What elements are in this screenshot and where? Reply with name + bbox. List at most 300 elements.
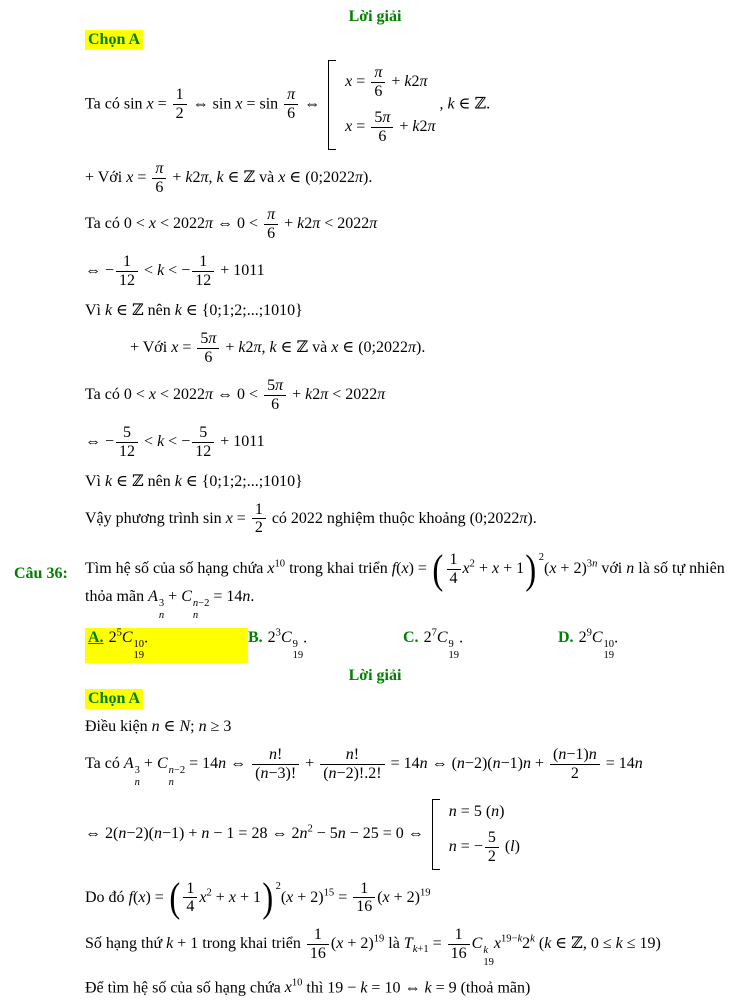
math-text: !: [277, 746, 283, 764]
math-text: −1): [500, 755, 523, 773]
math-text: Vì: [85, 302, 105, 320]
script-stack: [293, 639, 304, 663]
math-text: +: [211, 888, 229, 906]
math-variable: π: [407, 339, 416, 357]
math-text: 16: [450, 945, 467, 963]
math-text: 1: [449, 551, 458, 569]
math-text: +: [301, 755, 319, 773]
math-text: (: [133, 888, 139, 906]
math-text: Số hạng thứ: [85, 935, 167, 953]
math-text: ⇔ 2(: [85, 824, 119, 842]
math-text: 2: [192, 168, 201, 186]
math-text: 2: [538, 552, 544, 564]
math-variable: n: [118, 824, 127, 842]
subscript: [159, 610, 164, 622]
cases-rows: [449, 799, 520, 870]
math-text: (: [396, 560, 402, 578]
math-text: 2: [522, 935, 531, 953]
scripted-term: [403, 935, 429, 956]
math-variable: x: [286, 888, 294, 906]
cases-row: [345, 64, 427, 101]
fraction-numerator: [116, 253, 138, 271]
math-text: 19: [448, 650, 460, 662]
math-variable: x: [336, 935, 344, 953]
math-text: 19−: [500, 934, 518, 946]
math-text: 3: [586, 559, 593, 571]
math-text: 1: [313, 926, 322, 944]
math-text: 16: [356, 898, 373, 916]
math-variable: π: [312, 215, 321, 233]
math-text: 2: [469, 559, 475, 571]
cases-system: [432, 799, 520, 870]
superscript: [193, 598, 210, 610]
math-text: 6: [204, 348, 213, 366]
math-variable: k: [105, 302, 113, 320]
math-text: + 2): [389, 888, 421, 906]
math-text: = 14: [209, 588, 243, 606]
math-text: ≥ 3: [206, 718, 232, 736]
math-text: +: [288, 385, 306, 403]
math-text: < 2022: [320, 215, 370, 233]
fraction-numerator: [284, 86, 298, 104]
math-variable: n: [328, 765, 337, 783]
fraction-denominator: [550, 764, 600, 783]
math-text: ).: [416, 339, 426, 357]
math-variable: N: [179, 718, 191, 736]
math-variable: x: [267, 560, 275, 578]
math-text: !: [353, 746, 360, 764]
math-variable: k: [412, 117, 420, 135]
fraction-denominator: [252, 764, 299, 783]
math-line: [0, 60, 750, 150]
math-text: = 14: [185, 755, 219, 773]
math-text: 2: [254, 519, 263, 537]
fraction-denominator: [447, 569, 461, 588]
math-variable: x: [491, 560, 500, 578]
math-variable: n: [158, 609, 165, 621]
math-variable: x: [171, 339, 179, 357]
fraction: [116, 424, 138, 461]
script-base: [268, 629, 276, 646]
math-text: .: [250, 588, 255, 606]
math-text: −2)!.2!: [336, 765, 382, 783]
fraction-numerator: [320, 746, 384, 764]
math-text: 1: [199, 253, 208, 271]
math-text: 10: [274, 559, 286, 571]
math-text: 19: [292, 650, 304, 662]
scripted-term: [267, 560, 285, 577]
script-stack: [134, 639, 145, 663]
math-text: 3: [134, 765, 140, 777]
superscript: [604, 639, 615, 651]
math-variable: n: [168, 776, 174, 788]
math-variable: π: [369, 215, 378, 233]
math-text: =: [352, 117, 370, 135]
math-text: ): [514, 837, 520, 855]
script-base: [494, 935, 501, 952]
script-base: [437, 629, 448, 646]
script-base: [472, 935, 483, 952]
math-text: ∈ ℤ và: [223, 168, 279, 186]
math-variable: π: [275, 376, 284, 394]
scripted-term: [591, 628, 615, 662]
math-text: (: [377, 888, 383, 906]
fraction: [252, 746, 299, 783]
math-text: Vì: [85, 472, 105, 490]
math-text: 1: [360, 879, 369, 897]
math-variable: k: [174, 302, 182, 320]
math-text: ,: [208, 168, 217, 186]
superscript: [587, 559, 598, 570]
math-text: 19: [133, 650, 145, 662]
script-stack: [449, 639, 460, 663]
fraction-denominator: [371, 127, 393, 146]
math-text: 2: [267, 628, 276, 646]
choice-letter: D.: [558, 628, 574, 646]
open-paren: (: [169, 874, 181, 920]
math-text: 2: [304, 215, 313, 233]
math-text: ∈: [159, 718, 180, 736]
fraction: [284, 86, 298, 123]
math-text: + 2): [556, 560, 587, 578]
math-text: < −: [164, 262, 191, 280]
math-variable: n: [419, 755, 428, 773]
scripted-term: [156, 755, 186, 788]
math-variable: n: [151, 718, 160, 736]
math-text: ∈ ℤ và: [276, 339, 332, 357]
paren-group: [431, 546, 544, 592]
math-text: ).: [527, 509, 537, 527]
math-text: = 5 (: [456, 802, 492, 820]
math-text: 5: [116, 627, 122, 639]
scripted-term: [148, 588, 165, 621]
subscript: [134, 650, 145, 662]
math-text: =: [178, 339, 196, 357]
math-variable: f: [391, 560, 397, 578]
fraction: [320, 746, 384, 783]
math-text: Ta có 0 <: [85, 385, 149, 403]
math-text: < 2022: [156, 215, 206, 233]
math-variable: x: [146, 95, 154, 113]
math-text: 19: [373, 934, 385, 946]
math-text: <: [140, 432, 158, 450]
math-text: là: [384, 935, 404, 953]
math-line: [0, 799, 750, 870]
math-text: +: [164, 588, 182, 606]
math-text: + Với: [130, 339, 172, 357]
math-variable: n: [634, 755, 643, 773]
math-text: ∈ ℤ.: [454, 95, 491, 113]
superscript: [420, 887, 431, 898]
fraction-denominator: [116, 442, 138, 461]
math-variable: k: [615, 935, 623, 953]
math-variable: n: [198, 718, 207, 736]
fraction: [371, 64, 385, 101]
math-text: ;: [190, 718, 199, 736]
math-variable: k: [238, 339, 246, 357]
scripted-term: [579, 629, 592, 646]
math-text: 6: [287, 105, 296, 123]
superscript: [275, 559, 286, 570]
fraction-denominator: [264, 224, 278, 243]
math-text: =: [153, 95, 171, 113]
math-variable: C: [280, 628, 292, 646]
math-text: Ta có 0 <: [85, 215, 149, 233]
superscript: [292, 978, 303, 989]
scripted-term: [424, 629, 437, 646]
math-variable: n: [588, 746, 597, 764]
close-paren: ): [262, 874, 274, 920]
math-text: 10: [603, 638, 615, 650]
math-variable: C: [181, 588, 192, 606]
fraction-numerator: [252, 746, 299, 764]
math-text: ) =: [408, 560, 431, 578]
math-text: −2: [173, 765, 186, 777]
solution-heading: Lời giải: [348, 667, 402, 685]
script-stack: [169, 765, 186, 789]
math-text: Tìm hệ số của số hạng chứa: [85, 560, 268, 578]
choice-formula: [267, 627, 308, 662]
chosen-answer-label: Chọn A: [85, 30, 143, 50]
chosen-answer-row: [0, 30, 750, 50]
math-variable: A: [123, 755, 134, 773]
math-text: ⇔ −: [85, 432, 115, 450]
fraction-numerator: [353, 880, 375, 898]
math-text: +: [168, 168, 186, 186]
math-text: .: [144, 628, 149, 646]
scripted-term: [181, 588, 210, 621]
script-base: [267, 560, 274, 577]
fraction-denominator: [192, 442, 214, 461]
math-line: [0, 424, 750, 461]
fraction-denominator: [173, 104, 187, 123]
math-variable: π: [320, 385, 329, 403]
math-variable: x: [345, 73, 353, 91]
math-line: [0, 979, 750, 997]
math-text: +: [395, 117, 413, 135]
fraction: [485, 829, 499, 866]
math-text: 3: [158, 597, 165, 609]
math-variable: π: [519, 509, 528, 527]
math-text: = 10 ⇔: [367, 979, 425, 997]
script-base: [404, 935, 413, 952]
math-text: − 25 = 0 ⇔: [345, 824, 428, 842]
math-variable: k: [517, 934, 523, 946]
math-text: 2: [307, 823, 313, 835]
math-variable: k: [174, 472, 182, 490]
scripted-term: [331, 935, 384, 952]
math-text: ≤ 19): [622, 935, 661, 953]
math-variable: π: [354, 168, 363, 186]
math-variable: π: [377, 385, 386, 403]
math-text: + Với: [85, 168, 127, 186]
math-line: [0, 471, 750, 491]
math-variable: π: [267, 206, 276, 224]
math-variable: k: [269, 339, 277, 357]
math-text: 19: [603, 650, 615, 662]
fraction-denominator: [320, 764, 384, 783]
fraction-denominator: [264, 395, 286, 414]
chosen-answer-row: [0, 689, 750, 709]
math-text: −2: [198, 597, 210, 609]
math-line: [0, 501, 750, 538]
math-variable: k: [447, 95, 455, 113]
math-text: 12: [195, 442, 212, 460]
fraction-denominator: [192, 271, 214, 290]
math-text: 1: [175, 86, 184, 104]
math-variable: k: [185, 168, 193, 186]
math-text: +: [474, 560, 492, 578]
math-text: với: [597, 560, 627, 578]
math-text: 1: [454, 926, 463, 944]
math-text: 2: [275, 880, 281, 892]
math-variable: n: [242, 588, 251, 606]
math-line: [0, 874, 750, 920]
math-text: ): [499, 802, 505, 820]
math-variable: n: [168, 765, 174, 777]
fraction: [197, 330, 219, 367]
subscript: [449, 650, 460, 662]
scripted-term: [471, 935, 494, 969]
fraction-numerator: [448, 926, 470, 944]
fraction: [550, 746, 600, 783]
script-base: [281, 629, 292, 646]
math-text: ⇔ −: [85, 262, 115, 280]
choice-b: [248, 629, 403, 663]
math-variable: x: [278, 168, 286, 186]
math-variable: n: [218, 755, 227, 773]
math-text: = 9 (thoả mãn): [431, 979, 531, 997]
math-variable: n: [456, 755, 465, 773]
math-text: là số tự nhiên thỏa mãn: [85, 560, 725, 606]
fraction-denominator: [183, 897, 197, 916]
scripted-term: [109, 629, 122, 646]
math-text: = sin: [242, 95, 283, 113]
script-base: [124, 755, 134, 772]
math-text: <: [140, 262, 158, 280]
math-text: 5: [123, 423, 132, 441]
fraction: [371, 109, 393, 146]
math-text: +1: [417, 944, 429, 956]
math-text: .: [303, 628, 308, 646]
choice-letter: A.: [88, 628, 104, 646]
math-text: 9: [292, 638, 298, 650]
scripted-term: [544, 560, 597, 577]
math-variable: k: [305, 385, 313, 403]
fraction: [116, 253, 138, 290]
superscript: [483, 945, 494, 957]
math-text: Điều kiện: [85, 718, 152, 736]
superscript: [293, 639, 304, 651]
fraction-numerator: [550, 746, 600, 764]
math-text: 4: [186, 898, 195, 916]
fraction-numerator: [192, 424, 214, 442]
math-text: (: [323, 765, 329, 783]
math-text: 12: [119, 442, 136, 460]
question-block: [0, 546, 750, 621]
math-text: ⇔ sin: [188, 95, 236, 113]
fraction-denominator: [284, 104, 298, 123]
math-variable: k: [360, 979, 368, 997]
fraction-denominator: [307, 944, 329, 963]
answer-choices: [0, 628, 750, 664]
math-text: 6: [378, 127, 387, 145]
math-text: 6: [374, 82, 383, 100]
choice-formula: [578, 627, 619, 662]
math-text: 2: [411, 73, 420, 91]
math-text: 2: [312, 385, 321, 403]
math-variable: n: [201, 824, 210, 842]
fraction: [173, 86, 187, 123]
math-text: +: [280, 215, 298, 233]
scripted-term: [463, 560, 475, 577]
math-text: ∈ {0;1;2;...;1010}: [181, 472, 303, 490]
fraction: [252, 501, 266, 538]
fraction-denominator: [197, 348, 219, 367]
scripted-term: [268, 629, 281, 646]
script-base: [522, 935, 530, 952]
math-line: [0, 300, 750, 320]
superscript: [449, 639, 460, 651]
math-variable: k: [544, 935, 552, 953]
math-variable: x: [284, 979, 292, 997]
script-base: [181, 588, 192, 605]
math-variable: n: [558, 746, 567, 764]
math-text: −2)(: [126, 824, 155, 842]
math-line: [0, 926, 750, 968]
close-paren: ): [525, 546, 537, 592]
math-variable: x: [199, 888, 207, 906]
script-stack: [483, 945, 494, 969]
choice-letter: C.: [403, 628, 419, 646]
fraction: [183, 880, 197, 917]
math-text: =: [352, 73, 370, 91]
cases-row: [449, 803, 505, 821]
math-text: ∈ {0;1;2;...;1010}: [181, 302, 303, 320]
math-text: 2: [578, 628, 587, 646]
math-text: ∈ ℤ nên: [112, 472, 175, 490]
math-text: 6: [267, 225, 276, 243]
math-variable: x: [331, 339, 339, 357]
fraction-denominator: [448, 944, 470, 963]
fraction-numerator: [173, 86, 187, 104]
cases-system: [328, 60, 435, 150]
math-text: 6: [271, 395, 280, 413]
fraction: [192, 253, 214, 290]
math-text: Do đó: [85, 888, 129, 906]
fraction-numerator: [264, 206, 278, 224]
superscript: [169, 765, 186, 777]
math-text: (: [500, 837, 511, 855]
math-text: (: [553, 746, 559, 764]
math-line: [0, 716, 750, 736]
math-text: Vậy phương trình sin: [85, 509, 226, 527]
fraction-numerator: [116, 424, 138, 442]
fraction-numerator: [371, 109, 393, 127]
fraction: [307, 926, 329, 963]
math-variable: π: [208, 330, 217, 348]
math-text: = −: [456, 837, 483, 855]
fraction-numerator: [307, 926, 329, 944]
math-variable: π: [427, 117, 436, 135]
math-text: < 2022: [156, 385, 206, 403]
math-text: − 5: [312, 824, 338, 842]
math-text: ⇔ 0 <: [213, 385, 263, 403]
fraction-denominator: [152, 178, 166, 197]
choice-formula: [108, 627, 149, 662]
math-text: − 1 = 28 ⇔ 2: [209, 824, 300, 842]
math-text: trong khai triển: [285, 560, 392, 578]
